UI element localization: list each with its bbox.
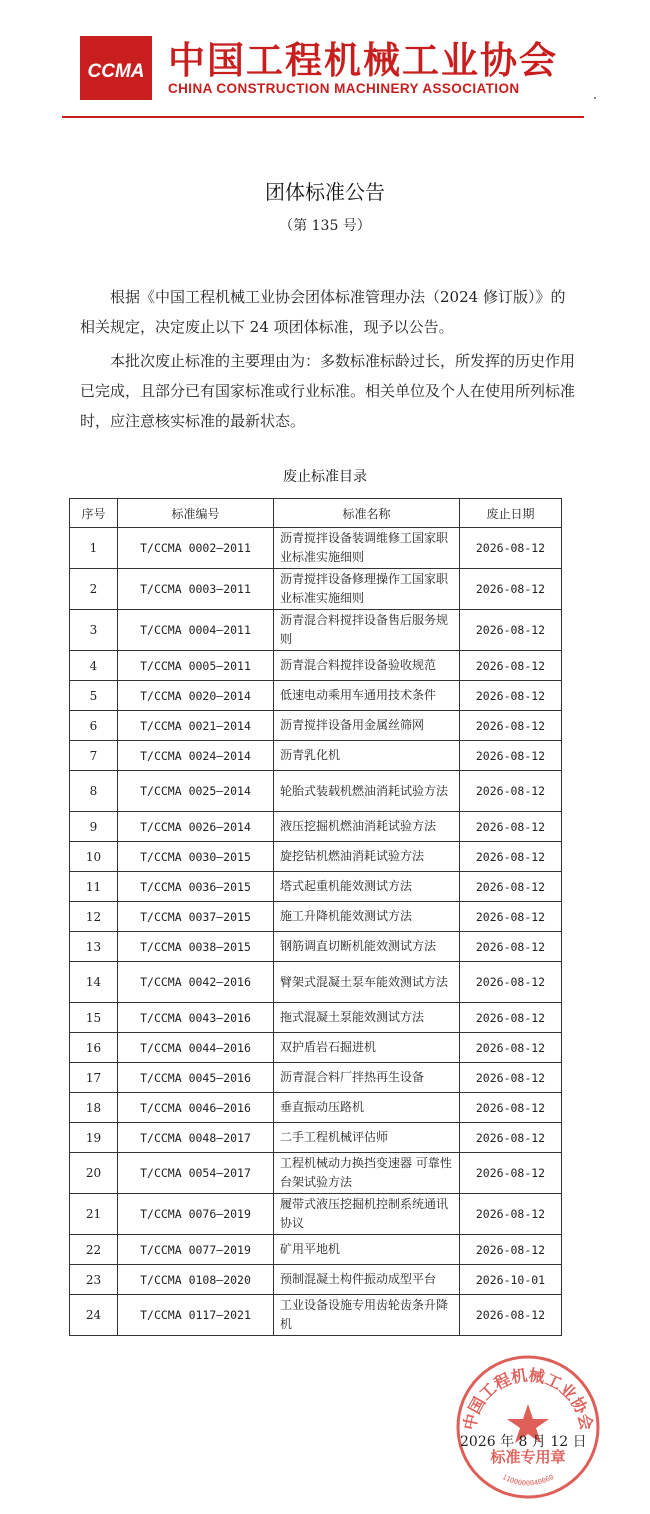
row-number: 17	[70, 1063, 118, 1093]
standard-name: 轮胎式装载机燃油消耗试验方法	[274, 771, 460, 812]
table-row	[70, 1123, 562, 1153]
abolish-date: 2026-08-12	[460, 1123, 562, 1153]
table-row	[70, 1153, 562, 1194]
standard-name: 双护盾岩石掘进机	[274, 1033, 460, 1063]
row-number: 14	[70, 962, 118, 1003]
abolish-date: 2026-08-12	[460, 741, 562, 771]
row-number: 9	[70, 812, 118, 842]
standard-code: T/CCMA 0021—2014	[118, 711, 274, 741]
standard-name: 拖式混凝土泵能效测试方法	[274, 1003, 460, 1033]
standard-code: T/CCMA 0020—2014	[118, 681, 274, 711]
header-name: 标准名称	[274, 499, 460, 528]
organization-name-cn: 中国工程机械工业协会	[168, 39, 558, 82]
standard-name: 低速电动乘用车通用技术条件	[274, 681, 460, 711]
row-number: 22	[70, 1235, 118, 1265]
table-row	[70, 1063, 562, 1093]
svg-text:中国工程机械工业协会: 中国工程机械工业协会	[459, 1365, 597, 1432]
standard-code: T/CCMA 0038—2015	[118, 932, 274, 962]
organization-name-en: CHINA CONSTRUCTION MACHINERY ASSOCIATION	[168, 81, 520, 96]
table-row	[70, 1295, 562, 1336]
table-row	[70, 681, 562, 711]
standard-code: T/CCMA 0024—2014	[118, 741, 274, 771]
abolish-date: 2026-08-12	[460, 610, 562, 651]
table-row	[70, 1265, 562, 1295]
standard-name: 液压挖掘机燃油消耗试验方法	[274, 812, 460, 842]
row-number: 13	[70, 932, 118, 962]
table-row	[70, 902, 562, 932]
standard-name: 二手工程机械评估师	[274, 1123, 460, 1153]
header-no: 序号	[70, 499, 118, 528]
standard-name: 钢筋调直切断机能效测试方法	[274, 932, 460, 962]
table-row	[70, 1003, 562, 1033]
official-seal-stamp	[453, 1352, 603, 1502]
letterhead	[0, 0, 650, 125]
table-row	[70, 1093, 562, 1123]
table-row	[70, 872, 562, 902]
abolish-date: 2026-08-12	[460, 1194, 562, 1235]
table-row	[70, 610, 562, 651]
standard-code: T/CCMA 0108—2020	[118, 1265, 274, 1295]
abolish-date: 2026-08-12	[460, 771, 562, 812]
table-row	[70, 842, 562, 872]
notice-paragraph-2: 本批次废止标准的主要理由为：多数标准标龄过长，所发挥的历史作用已完成，且部分已有国家标准或行业标准。相关单位及个人在使用所列标准时，应注意核实标准的最新状态。	[80, 352, 576, 430]
abolish-date: 2026-08-12	[460, 1063, 562, 1093]
row-number: 5	[70, 681, 118, 711]
table-row	[70, 1235, 562, 1265]
row-number: 3	[70, 610, 118, 651]
row-number: 16	[70, 1033, 118, 1063]
abolish-date: 2026-08-12	[460, 1235, 562, 1265]
abolish-date: 2026-08-12	[460, 902, 562, 932]
table-row	[70, 812, 562, 842]
speck	[594, 97, 596, 99]
standard-name: 沥青搅拌设备装调维修工国家职业标准实施细则	[274, 528, 460, 569]
row-number: 1	[70, 528, 118, 569]
standard-name: 沥青搅拌设备用金属丝筛网	[274, 711, 460, 741]
notice-title: 团体标准公告	[265, 180, 385, 204]
table-row	[70, 1194, 562, 1235]
standard-code: T/CCMA 0076—2019	[118, 1194, 274, 1235]
standard-code: T/CCMA 0004—2011	[118, 610, 274, 651]
standard-name: 沥青混合料搅拌设备验收规范	[274, 651, 460, 681]
abolish-date: 2026-08-12	[460, 872, 562, 902]
standard-code: T/CCMA 0030—2015	[118, 842, 274, 872]
row-number: 24	[70, 1295, 118, 1336]
row-number: 2	[70, 569, 118, 610]
standard-code: T/CCMA 0026—2014	[118, 812, 274, 842]
table-row	[70, 932, 562, 962]
abolish-date: 2026-08-12	[460, 1093, 562, 1123]
abolish-date: 2026-08-12	[460, 1295, 562, 1336]
header-code: 标准编号	[118, 499, 274, 528]
standard-name: 履带式液压挖掘机控制系统通讯协议	[274, 1194, 460, 1235]
header-date: 废止日期	[460, 499, 562, 528]
notice-paragraph-1: 根据《中国工程机械工业协会团体标准管理办法（2024 修订版）》的相关规定，决定废止以下 24 项团体标准，现予以公告。	[80, 288, 566, 336]
abolish-date: 2026-10-01	[460, 1265, 562, 1295]
standard-name: 旋挖钻机燃油消耗试验方法	[274, 842, 460, 872]
abolished-standards-table	[69, 498, 562, 1336]
table-header-row	[70, 499, 562, 528]
table-row	[70, 711, 562, 741]
notice-number: （第 135 号）	[279, 218, 371, 234]
standard-name: 沥青搅拌设备修理操作工国家职业标准实施细则	[274, 569, 460, 610]
row-number: 20	[70, 1153, 118, 1194]
standard-code: T/CCMA 0042—2016	[118, 962, 274, 1003]
standard-code: T/CCMA 0048—2017	[118, 1123, 274, 1153]
standard-code: T/CCMA 0046—2016	[118, 1093, 274, 1123]
table-row	[70, 771, 562, 812]
table-row	[70, 528, 562, 569]
row-number: 23	[70, 1265, 118, 1295]
row-number: 6	[70, 711, 118, 741]
abolish-date: 2026-08-12	[460, 711, 562, 741]
row-number: 8	[70, 771, 118, 812]
letterhead-divider	[62, 116, 584, 118]
table-row	[70, 962, 562, 1003]
standard-name: 沥青混合料搅拌设备售后服务规则	[274, 610, 460, 651]
row-number: 18	[70, 1093, 118, 1123]
standard-code: T/CCMA 0005—2011	[118, 651, 274, 681]
row-number: 4	[70, 651, 118, 681]
row-number: 19	[70, 1123, 118, 1153]
row-number: 15	[70, 1003, 118, 1033]
standard-code: T/CCMA 0045—2016	[118, 1063, 274, 1093]
standard-code: T/CCMA 0043—2016	[118, 1003, 274, 1033]
issue-date: 2026 年 8 月 12 日	[460, 1434, 587, 1450]
abolish-date: 2026-08-12	[460, 651, 562, 681]
standard-name: 沥青混合料厂拌热再生设备	[274, 1063, 460, 1093]
standard-code: T/CCMA 0044—2016	[118, 1033, 274, 1063]
abolish-date: 2026-08-12	[460, 1153, 562, 1194]
standard-name: 预制混凝土构件振动成型平台	[274, 1265, 460, 1295]
row-number: 11	[70, 872, 118, 902]
standard-code: T/CCMA 0077—2019	[118, 1235, 274, 1265]
standard-name: 塔式起重机能效测试方法	[274, 872, 460, 902]
standard-name: 矿用平地机	[274, 1235, 460, 1265]
table-row	[70, 741, 562, 771]
standard-code: T/CCMA 0036—2015	[118, 872, 274, 902]
standard-code: T/CCMA 0117—2021	[118, 1295, 274, 1336]
standard-name: 施工升降机能效测试方法	[274, 902, 460, 932]
abolish-date: 2026-08-12	[460, 842, 562, 872]
abolish-date: 2026-08-12	[460, 681, 562, 711]
row-number: 21	[70, 1194, 118, 1235]
standard-code: T/CCMA 0025—2014	[118, 771, 274, 812]
row-number: 10	[70, 842, 118, 872]
abolish-date: 2026-08-12	[460, 962, 562, 1003]
standard-name: 工程机械动力换挡变速器 可靠性台架试验方法	[274, 1153, 460, 1194]
abolish-date: 2026-08-12	[460, 932, 562, 962]
abolish-date: 2026-08-12	[460, 812, 562, 842]
ccma-logo-icon	[80, 36, 152, 100]
abolish-date: 2026-08-12	[460, 569, 562, 610]
standard-name: 臂架式混凝土泵车能效测试方法	[274, 962, 460, 1003]
standard-code: T/CCMA 0002—2011	[118, 528, 274, 569]
row-number: 7	[70, 741, 118, 771]
abolish-date: 2026-08-12	[460, 528, 562, 569]
abolish-date: 2026-08-12	[460, 1003, 562, 1033]
svg-text:CCMA: CCMA	[87, 61, 145, 82]
table-row	[70, 569, 562, 610]
table-row	[70, 651, 562, 681]
standard-code: T/CCMA 0054—2017	[118, 1153, 274, 1194]
table-title: 废止标准目录	[283, 469, 367, 485]
standard-name: 沥青乳化机	[274, 741, 460, 771]
svg-text:1100000040060: 1100000040060	[500, 1473, 556, 1488]
abolish-date: 2026-08-12	[460, 1033, 562, 1063]
table-row	[70, 1033, 562, 1063]
svg-text:标准专用章: 标准专用章	[490, 1448, 566, 1466]
standard-code: T/CCMA 0037—2015	[118, 902, 274, 932]
standard-name: 垂直振动压路机	[274, 1093, 460, 1123]
standard-code: T/CCMA 0003—2011	[118, 569, 274, 610]
standard-name: 工业设备设施专用齿轮齿条升降机	[274, 1295, 460, 1336]
row-number: 12	[70, 902, 118, 932]
